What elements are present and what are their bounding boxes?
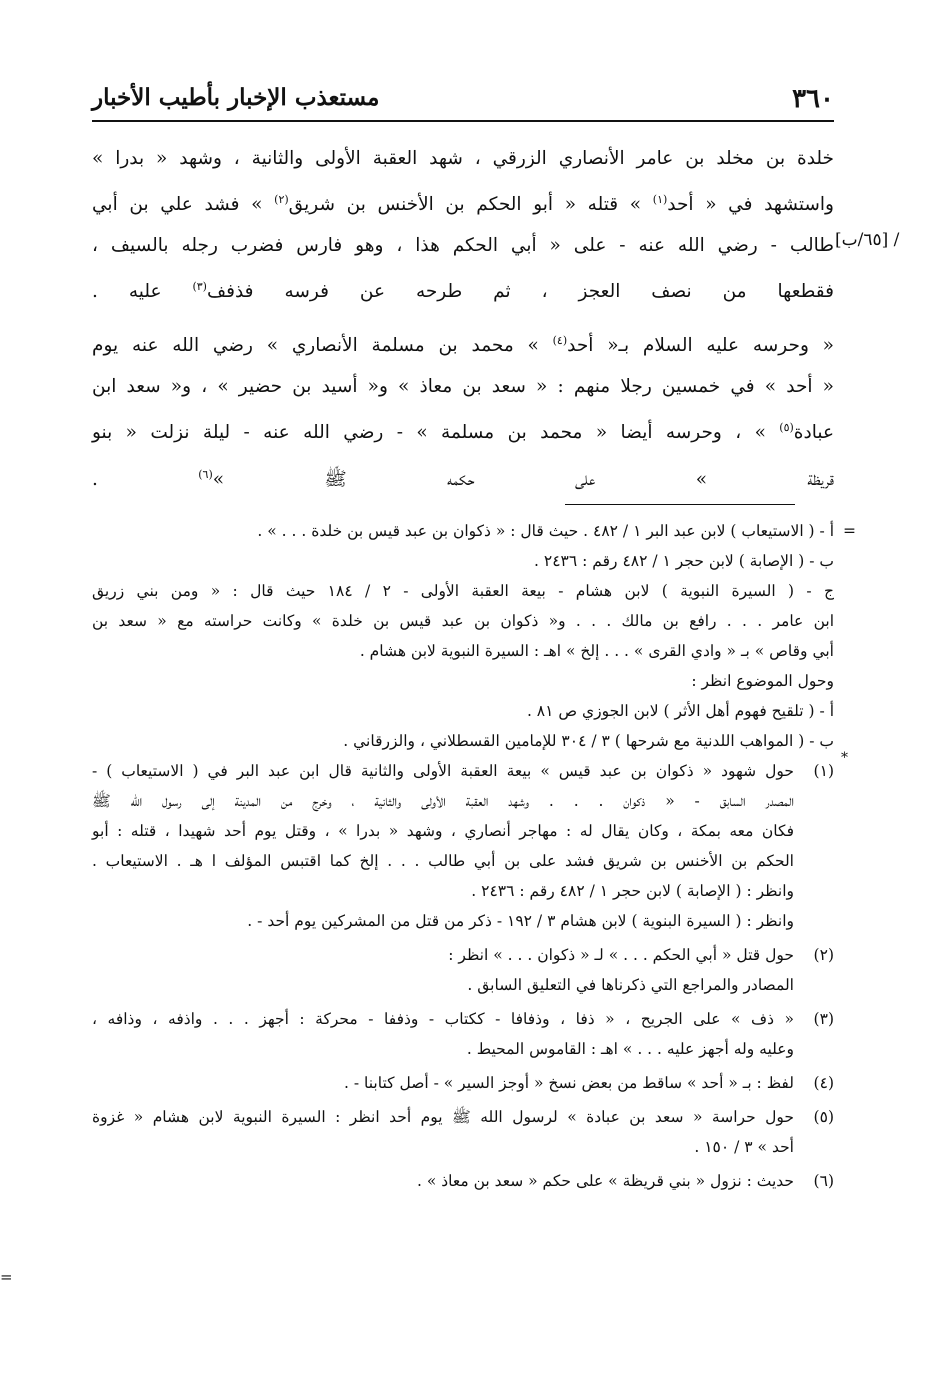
footnote-number: (١) bbox=[813, 762, 834, 780]
footnote-line: المصدر السابق - « ذكوان . . . وشهد العقبة الأولى والثانية ، وخرج من المدينة إلى رسول الله ﷺ bbox=[92, 792, 794, 810]
running-title: مستعذب الإخبار بأطيب الأخبار bbox=[92, 84, 380, 111]
footnote-line: حول حراسة « سعد بن عبادة » لرسول الله ﷺ يوم أحد انظر : السيرة النبوية لابن هشام « غزوة bbox=[92, 1108, 794, 1126]
footnote-line: حول قتل « أبي الحكم . . . » لـ « ذكوان . . . » انظر : bbox=[448, 946, 794, 964]
footnote-5 bbox=[92, 1102, 834, 1162]
text-line: « أحد » في خمسين رجلا منهم : « سعد بن معاذ » و« أسيد بن حضير » ، و« سعد ابن bbox=[92, 376, 834, 398]
page-number: ٣٦٠ bbox=[792, 84, 834, 114]
footnote-3 bbox=[92, 1004, 834, 1064]
footnote-line: المصادر والمراجع التي ذكرناها في التعليق السابق . bbox=[467, 976, 794, 994]
footnote-line: حول شهود « ذكوان بن عبد قيس » بيعة العقبة الأولى والثانية قال ابن عبد البر في ( الاستيعاب ) - bbox=[92, 762, 794, 780]
footnote-4 bbox=[92, 1068, 834, 1098]
footnote-line: ابن عامر . . . رافع بن مالك . . . و« ذكوان بن عبد قيس بن خلدة » وكانت حراسته مع « سعد بن bbox=[92, 612, 834, 630]
footnotes bbox=[92, 516, 856, 1196]
footnote-number: (٤) bbox=[813, 1074, 834, 1092]
footnote-line: أحد » ٣ / ١٥٠ . bbox=[694, 1138, 794, 1156]
manuscript-folio-mark: [٦٥/ب] / bbox=[835, 230, 900, 250]
footnote-line: لفظ : بـ « أحد » ساقط من بعض نسخ « أوجز السير » - أصل كتابنا - . bbox=[344, 1074, 794, 1092]
paragraph-1 bbox=[92, 138, 834, 312]
footnote-ref-3[interactable]: (٣) bbox=[192, 280, 207, 294]
text-line: خلدة بن مخلد بن عامر الأنصاري الزرقي ، شهد العقبة الأولى والثانية ، وشهد « بدرا » bbox=[92, 148, 834, 169]
text-line: « وحرسه عليه السلام بـ« أحد$^{(٤)}$ » محمد بن مسلمة الأنصاري » رضي الله عنه يوم bbox=[92, 334, 834, 357]
footnote-line: الحكم بن الأخنس بن شريق فشد على بن أبي طالب . . . إلخ كما اقتبس المؤلف ا هـ . الاستيعاب . bbox=[92, 852, 794, 870]
footnote-ref-5[interactable]: (٥) bbox=[779, 421, 794, 435]
page-end-mark: = bbox=[0, 1268, 13, 1286]
main-text bbox=[92, 138, 834, 500]
footnote-number: (٥) bbox=[813, 1108, 834, 1126]
footnote-line: وحول الموضوع انظر : bbox=[691, 672, 834, 690]
footnote-line: وعليه وله أجهز عليه . . . » اهـ : القاموس المحيط . bbox=[466, 1040, 794, 1058]
footnote-line: وانظر : ( السيرة البنوية ) لابن هشام ٣ / ١٩٢ - ذكر من قتل من المشركين يوم أحد - . bbox=[247, 912, 794, 930]
text-line: طالب - رضي الله عنه - على « أبي الحكم هذا ، وهو فارس فضرب رجله بالسيف ، bbox=[92, 235, 834, 257]
footnote-2 bbox=[92, 940, 834, 1000]
footnote-6 bbox=[92, 1166, 834, 1196]
footnote-line: ج - ( السيرة النبوية ) لابن هشام - بيعة العقبة الأولى - ٢ / ١٨٤ حيث قال : « ومن بني زريق bbox=[92, 582, 834, 600]
footnote-line: وانظر : ( الإصابة ) لابن حجر ١ / ٤٨٢ رقم : ٢٤٣٦ . bbox=[471, 882, 794, 900]
text-line: واستشهد في « أحد$^{(١)}$ » قتله « أبو الحكم بن الأخنس بن شريق$^{(٢)}$ » فشد علي بن أبي bbox=[92, 193, 834, 216]
text-line: قريظة » على حكمه ﷺ »$^{(٦)}$ . bbox=[92, 467, 834, 490]
footnote-line: فكان معه بمكة ، وكان يقال له : مهاجر أنصاري ، وشهد « بدرا » ، وقتل يوم أحد شهيدا ، قتله : أبو bbox=[92, 822, 794, 840]
footnote-number: (٦) bbox=[813, 1172, 834, 1190]
footnote-line: حديث : نزول « بني قريظة » على حكم « سعد بن معاذ » . bbox=[416, 1172, 794, 1190]
footnote-line: ب - ( الإصابة ) لابن حجر ١ / ٤٨٢ رقم : ٢٤٣٦ . bbox=[534, 552, 834, 570]
footnote-line: أ - ( تلقيح فهوم أهل الأثر ) لابن الجوزي ص ٨١ . bbox=[526, 702, 834, 720]
footnote-line: ب - ( المواهب اللدنية مع شرحها ) ٣ / ٣٠٤ للإمامين القسطلاني ، والزرقاني . bbox=[343, 732, 834, 750]
footnote-ref-4[interactable]: (٤) bbox=[552, 334, 568, 348]
page-header bbox=[92, 80, 834, 122]
footnote-number: (٢) bbox=[813, 946, 834, 964]
asterisk-mark: * bbox=[841, 750, 848, 766]
footnote-ref-2[interactable]: (٢) bbox=[274, 193, 289, 206]
footnote-line: « ذف » على الجريح ، « ذفا ، وذفافا - ككتاب - وذففا - محركة : أجهز . . . واذفه ، وذافه ، bbox=[92, 1010, 794, 1028]
footnote-separator bbox=[565, 504, 795, 505]
footnote-line: أ - ( الاستيعاب ) لابن عبد البر ١ / ٤٨٢ . حيث قال : « ذكوان بن عبد قيس بن خلدة . . . » . bbox=[257, 522, 834, 540]
footnote-1 bbox=[92, 750, 848, 936]
text-line: فقطعها من نصف العجز ، ثم طرحه عن فرسه فذفف$^{(٣)}$ عليه . bbox=[92, 280, 835, 303]
text-line: عبادة$^{(٥)}$ » ، وحرسه أيضا « محمد بن مسلمة » - رضي الله عنه - ليلة نزلت « بنو bbox=[92, 421, 834, 444]
continuation-mark: = bbox=[843, 522, 856, 540]
footnote-ref-1[interactable]: (١) bbox=[652, 193, 668, 206]
paragraph-2 bbox=[92, 320, 834, 499]
footnote-line: أبي وقاص » بـ « وادي القرى » . . . إلخ » اهـ : السيرة النبوية لابن هشام . bbox=[359, 642, 834, 660]
footnote-ref-6[interactable]: (٦) bbox=[198, 467, 213, 481]
footnote-number: (٣) bbox=[813, 1010, 834, 1028]
